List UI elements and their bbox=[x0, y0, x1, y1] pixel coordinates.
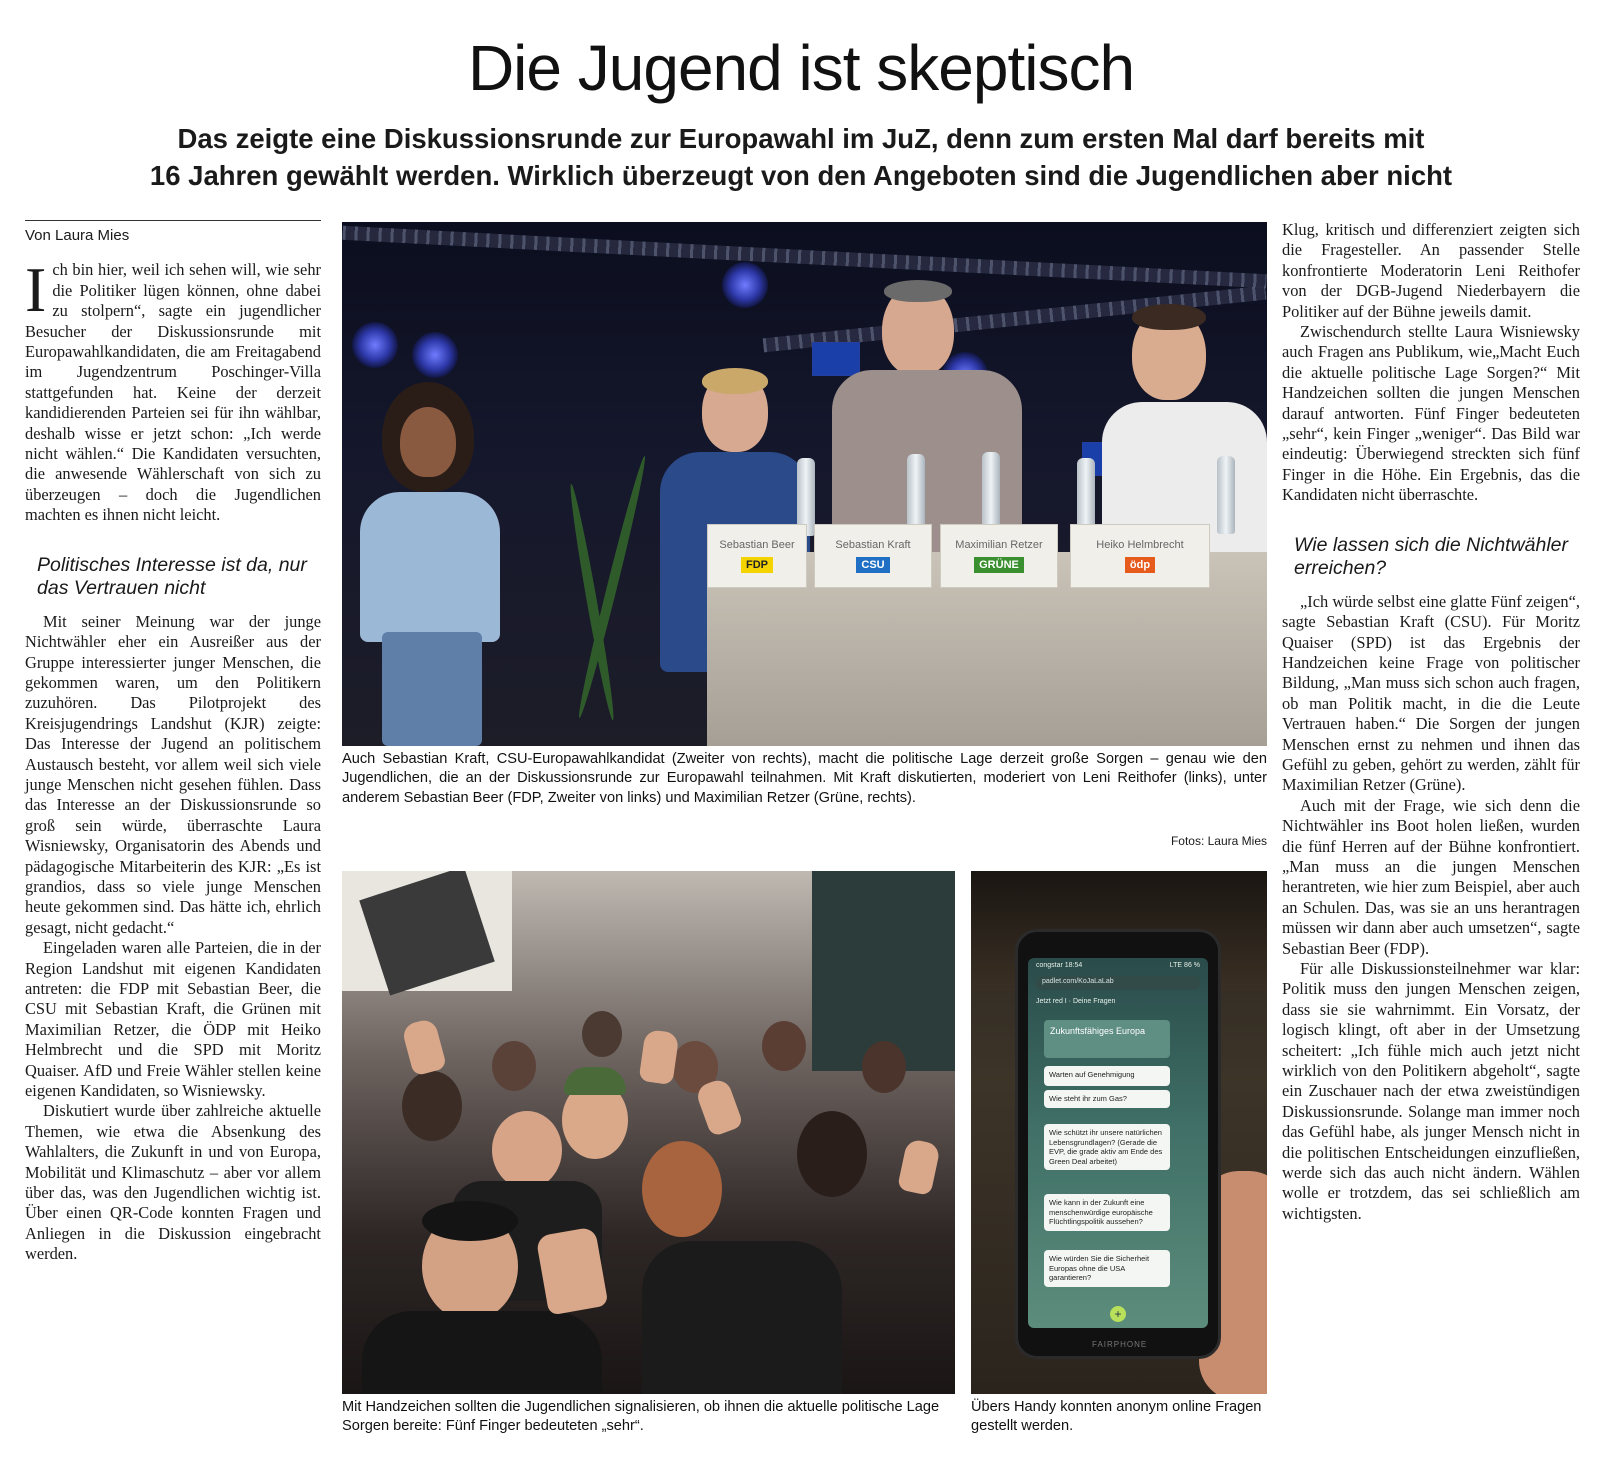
stage-photo-caption: Auch Sebastian Kraft, CSU-Europawahlkandidat (Zweiter von rechts), macht die politische Lage derzeit große Sorgen – genau wie den Jugendlichen, die an der Diskussionsrunde zur Europawahl teilnahmen. Mit Kraft diskutierten, moderiert von Leni Reithofer (links), unter anderem Sebastian Beer (FDP, Zweiter von links) und Maximilian Retzer (Grüne, rechts). bbox=[342, 751, 1267, 806]
audience-member bbox=[402, 1071, 462, 1141]
audience-member bbox=[762, 1021, 806, 1071]
article-headline: Die Jugend ist skeptisch bbox=[467, 32, 1135, 104]
byline-rule bbox=[25, 220, 321, 221]
audience-member bbox=[642, 1141, 722, 1237]
audience-member bbox=[492, 1111, 562, 1189]
stage-photo bbox=[342, 222, 1267, 746]
body-paragraph: Für alle Diskussionsteilnehmer war klar: Politik muss den jungen Menschen zeigen, dass sie sie wahrnimmt. Ein Vorsatz, der logisch klingt, oft aber in der Umsetzung scheitert: „Ich fühle mich auch jetzt nicht wirklich von den Politikern abgeholt“, sagte ein Zuschauer nach der etwa zweistündigen Diskussionsrunde. Solange man immer noch das Gefühl habe, als junger Mensch nicht in die politischen Entscheidungen einzufließen, werde sich das auch nicht ändern. Wählen wolle er trotzdem, das sei schließlich am wichtigsten. bbox=[1282, 959, 1580, 1223]
name-sign-oedp: Heiko Helmbrecht ödp bbox=[1070, 524, 1210, 588]
phone-status-bar: congstar 18:54 LTE 86 % bbox=[1036, 962, 1200, 969]
oedp-logo: ödp bbox=[1125, 557, 1155, 573]
audience-member bbox=[862, 1041, 906, 1093]
audience-member bbox=[797, 1111, 867, 1197]
padlet-card: Warten auf Genehmigung bbox=[1044, 1066, 1170, 1086]
body-paragraph: Klug, kritisch und differenziert zeigten sich die Fragesteller. An passender Stelle konfrontierte Moderatorin Leni Reithofer von der DGB-Jugend Niederbayern die Politiker auf der Bühne jeweils damit. bbox=[1282, 220, 1580, 321]
subline-line-1: Das zeigte eine Diskussionsrunde zur Europawahl im JuZ, denn zum ersten Mal darf bereits mit bbox=[177, 123, 1425, 154]
subhead-nonvoters: Wie lassen sich die Nichtwähler erreichen? bbox=[1294, 533, 1569, 579]
lead-paragraph bbox=[25, 254, 321, 525]
phone-photo-caption: Übers Handy konnten anonym online Fragen gestellt werden. bbox=[971, 1399, 1262, 1435]
padlet-column-title: Zukunftsfähiges Europa bbox=[1044, 1020, 1170, 1058]
body-paragraph: Zwischendurch stellte Laura Wisniewsky auch Fragen ans Publikum, wie„Macht Euch die aktuelle politische Lage Sorgen?“ Mit Handzeichen sollten die jungen Menschen darauf antworten. Fünf Finger bedeuteten „sehr“, kein Finger „weniger“. Das Bild war eindeutig: Überwiegend streckten sich fünf Finger in die Höhe. Ein Ergebnis, das die Kandidaten nicht überraschte. bbox=[1282, 322, 1580, 505]
raised-hand bbox=[639, 1029, 680, 1085]
photo-credit: Fotos: Laura Mies bbox=[1170, 834, 1267, 848]
subline-line-2: 16 Jahren gewählt werden. Wirklich überzeugt von den Angeboten sind die Jugendlichen aber nicht bbox=[149, 160, 1453, 191]
smartphone bbox=[1015, 929, 1221, 1359]
stage-spotlight bbox=[412, 332, 458, 378]
article-subline bbox=[20, 120, 1582, 194]
phone-photo bbox=[971, 871, 1267, 1394]
drop-cap: I bbox=[25, 254, 47, 326]
left-column bbox=[25, 220, 321, 1265]
audience-member bbox=[422, 1201, 518, 1241]
name-sign-fdp: Sebastian Beer FDP bbox=[707, 524, 807, 588]
audience-member bbox=[582, 1011, 622, 1057]
body-paragraph: Diskutiert wurde über zahlreiche aktuelle Themen, wie etwa die Absenkung des Wahlalters, die Zukunft in und von Europa, Mobilität und Klimaschutz – aber vor allem über das, was den Jugendlichen wichtig ist. Über einen QR-Code konnten Fragen und Anliegen in die Diskussion eingebracht werden. bbox=[25, 1101, 321, 1264]
raised-hand bbox=[401, 1017, 447, 1076]
water-bottle bbox=[982, 452, 1000, 530]
stage-spotlight bbox=[352, 322, 398, 368]
stage-truss bbox=[342, 226, 1266, 288]
green-cap bbox=[564, 1067, 626, 1095]
phone-screen bbox=[1028, 958, 1208, 1328]
body-paragraph: „Ich würde selbst eine glatte Fünf zeigen“, sagte Sebastian Kraft (CSU). Für Moritz Quaiser (SPD) ist das Ergebnis der Handzeichen keine Frage von politischer Bildung, „Man muss sich schon auch fragen, ob man Politik macht, in die die Leute Vertrauen haben.“ Die Sorgen der jungen Menschen ernst zu nehmen und ihnen das Gefühl zu geben, gehört zu werden, zählt für Maximilian Retzer (Grüne). bbox=[1282, 591, 1580, 795]
lead-text: ch bin hier, weil ich sehen will, wie sehr die Politiker lügen können, ohne dabei zu stolpern“, sagte ein jugendlicher Besucher der Diskussionsrunde mit Europawahlkandidaten, die am Freitagabend im Jugendzentrum Poschinger-Villa stattgefunden hat. Keine der derzeit kandidierenden Parteien sei für ihn wählbar, deshalb wisse er jetzt schon: „Ich werde nicht wählen.“ Die Kandidaten versuchten, die anwesende Wählerschaft von sich zu überzeugen – doch die Jugendlichen machten es ihnen nicht leicht. bbox=[25, 260, 321, 525]
csu-logo: CSU bbox=[856, 557, 889, 573]
eu-flag bbox=[812, 342, 860, 376]
padlet-card: Wie steht ihr zum Gas? bbox=[1044, 1090, 1170, 1108]
byline: Von Laura Mies bbox=[25, 227, 130, 244]
raised-hand bbox=[694, 1077, 744, 1137]
fdp-logo: FDP bbox=[741, 557, 773, 573]
right-column bbox=[1282, 220, 1580, 1224]
raised-hand bbox=[897, 1138, 941, 1196]
water-bottle bbox=[907, 454, 925, 532]
audience-photo bbox=[342, 871, 955, 1394]
gruene-logo: GRÜNE bbox=[974, 557, 1024, 573]
name-sign-csu: Sebastian Kraft CSU bbox=[814, 524, 932, 588]
padlet-card: Wie würden Sie die Sicherheit Europas ohne die USA garantieren? bbox=[1044, 1250, 1170, 1287]
audience-photo-caption: Mit Handzeichen sollten die Jugendlichen signalisieren, ob ihnen die aktuelle politische Lage Sorgen bereite: Fünf Finger bedeuteten „sehr“. bbox=[342, 1399, 940, 1435]
audience-member bbox=[492, 1041, 536, 1091]
stage-spotlight bbox=[722, 262, 768, 308]
subhead-interest: Politisches Interesse ist da, nur das Vertrauen nicht bbox=[37, 553, 307, 599]
padlet-card: Wie kann in der Zukunft eine menschenwürdige europäische Flüchtlingspolitik aussehen? bbox=[1044, 1194, 1170, 1231]
phone-url-bar: padlet.com/KoJaLaLab bbox=[1036, 976, 1200, 990]
name-sign-gruene: Maximilian Retzer GRÜNE bbox=[940, 524, 1058, 588]
phone-brand: FAIRPHONE bbox=[1092, 1340, 1148, 1349]
plus-icon: + bbox=[1110, 1306, 1126, 1322]
phone-tab-label: Jetzt red I · Deine Fragen bbox=[1036, 998, 1116, 1005]
water-bottle bbox=[1217, 456, 1235, 534]
padlet-card: Wie schützt ihr unsere natürlichen Lebensgrundlagen? (Gerade die EVP, die grade aktiv am Ende des Green Deal arbeitet) bbox=[1044, 1124, 1170, 1170]
body-paragraph: Auch mit der Frage, wie sich denn die Nichtwähler ins Boot holen ließen, wurden die fünf Herren auf der Bühne konfrontiert. „Man muss an die jungen Menschen herantreten, wie hier zum Beispiel, aber auch an Schulen. Das, was sie an uns herantragen müssen wir dann aber auch umsetzen“, sagte Sebastian Beer (FDP). bbox=[1282, 795, 1580, 958]
body-paragraph: Mit seiner Meinung war der junge Nichtwähler eher ein Ausreißer aus der Gruppe interessierter junger Menschen, die gekommen waren, um den Politikern zuzuhören. Das Pilotprojekt des Kreisjugendrings Landshut (KJR) zeigte: Das Interesse der Jugend an politischem Austausch besteht, vor allem weil sich viele junge Menschen nicht gesehen fühlen. Dass das Interesse an der Diskussionsrunde so groß sein würde, überraschte Laura Wisniewsky, Organisatorin des Abends und pädagogische Mitarbeiterin des KJR: „Es ist grandios, dass so viele junge Menschen heute gekommen sind. Das hätte ich, ehrlich gesagt, nicht gedacht.“ bbox=[25, 611, 321, 937]
body-paragraph: Eingeladen waren alle Parteien, die in der Region Landshut mit eigenen Kandidaten antreten: die FDP mit Sebastian Beer, die CSU mit Sebastian Kraft, die Grünen mit Maximilian Retzer, die ÖDP mit Heiko Helmbrecht und die SPD mit Moritz Quaiser. AfD und Freie Wähler stellen keine eigenen Kandidaten, so Wisniewsky. bbox=[25, 938, 321, 1101]
